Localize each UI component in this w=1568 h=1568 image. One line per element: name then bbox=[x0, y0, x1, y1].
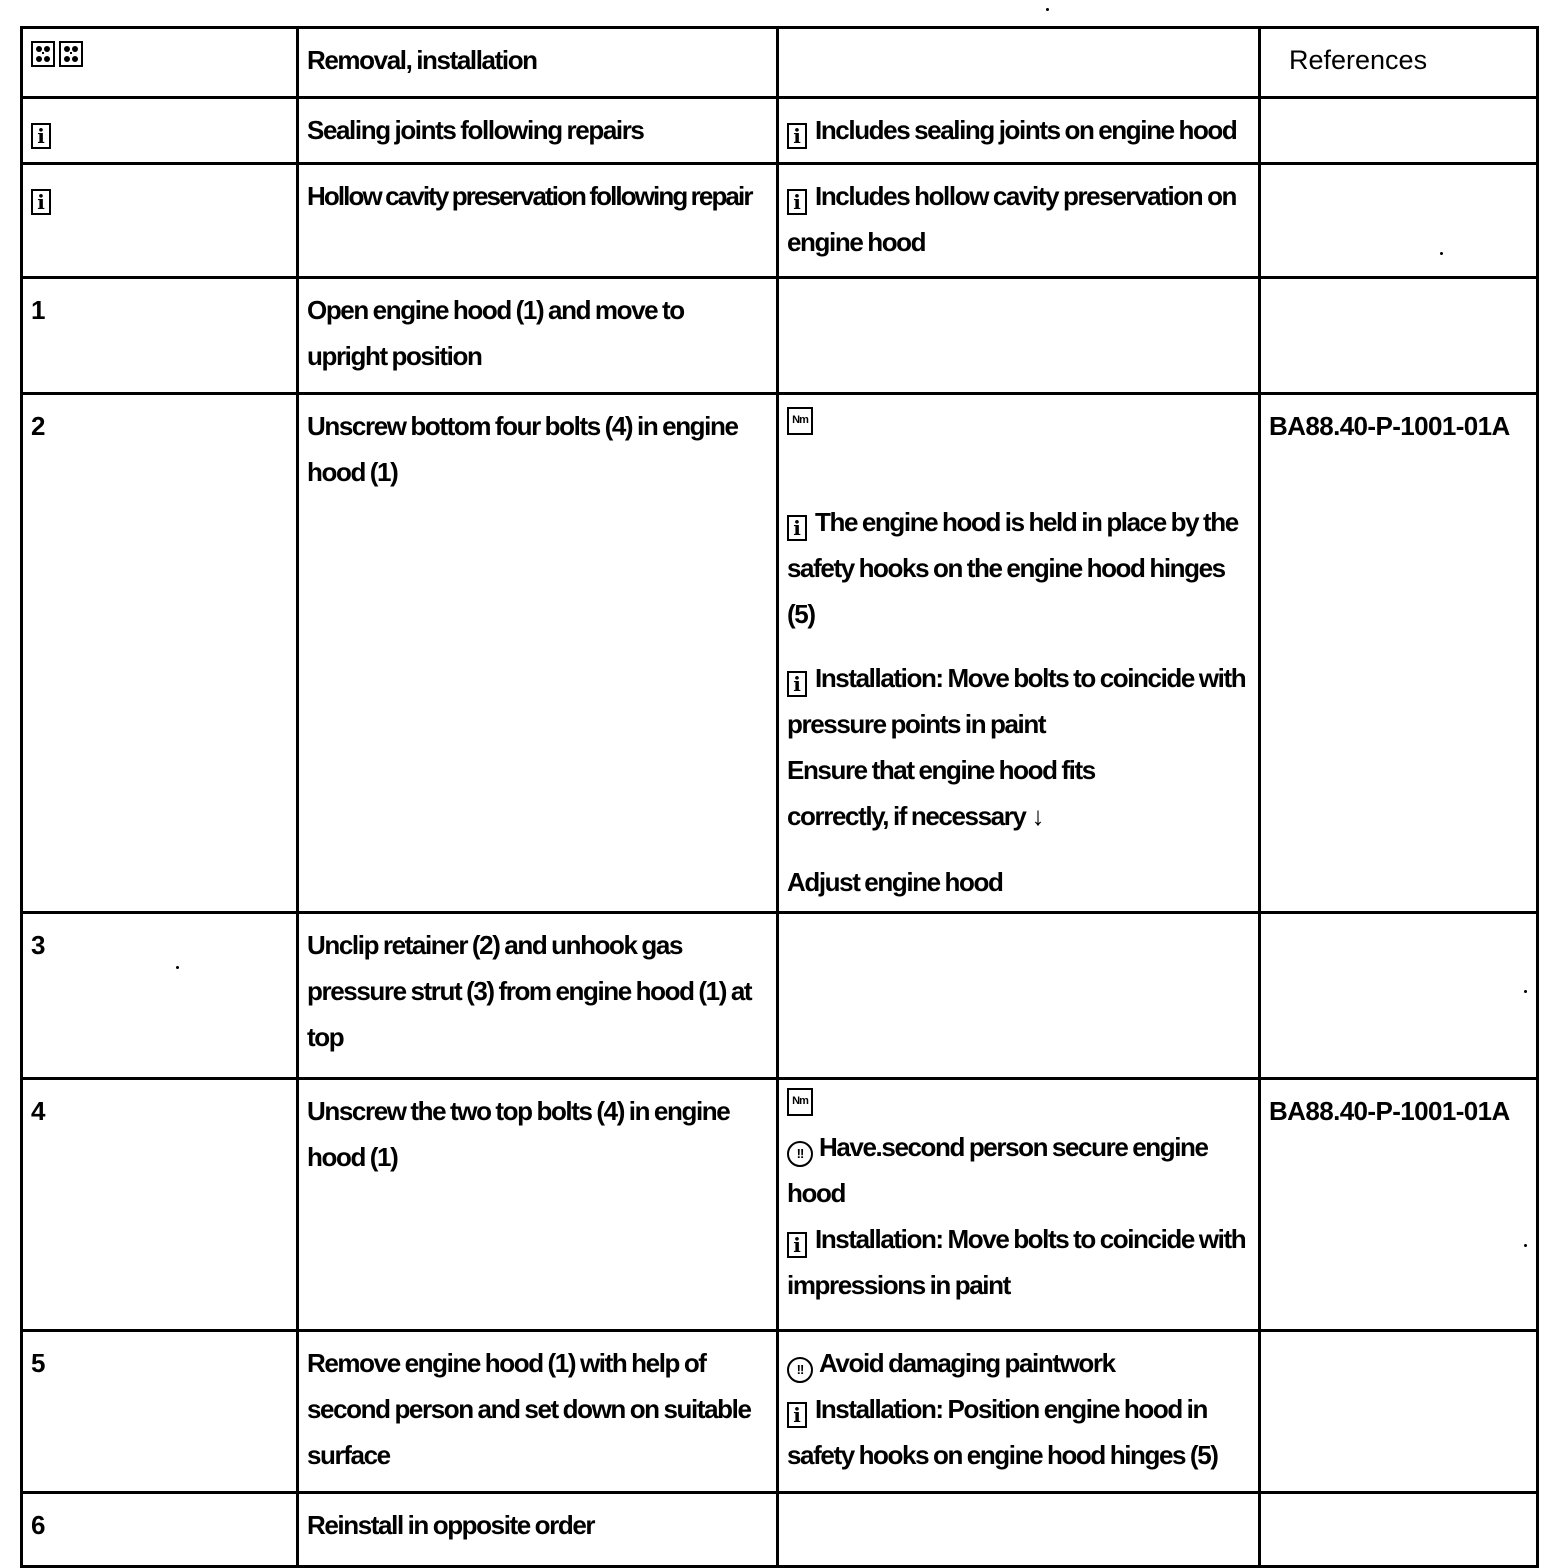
note-paragraph bbox=[787, 1386, 1250, 1478]
scan-speck bbox=[1046, 8, 1049, 11]
table-row bbox=[22, 1079, 1538, 1331]
note-paragraph bbox=[787, 655, 1250, 747]
action-cell: Unscrew the two top bolts (4) in engine hood (1) bbox=[298, 1079, 778, 1331]
action-cell: Reinstall in opposite order bbox=[298, 1493, 778, 1567]
notes-cell bbox=[778, 913, 1260, 1079]
info-icon: i bbox=[787, 515, 807, 541]
note-text: Avoid damaging paintwork bbox=[819, 1348, 1115, 1378]
note-text: Includes sealing joints on engine hood bbox=[815, 115, 1237, 145]
table-header-row bbox=[22, 28, 1538, 98]
info-icon: i bbox=[31, 189, 51, 215]
warning-icon: !! bbox=[787, 1141, 813, 1167]
scan-speck bbox=[1440, 252, 1443, 255]
info-icon: i bbox=[787, 123, 807, 149]
header-references-cell bbox=[1260, 28, 1538, 98]
procedure-table bbox=[20, 26, 1539, 1568]
action-cell: Remove engine hood (1) with help of second person and set down on suitable surface bbox=[298, 1331, 778, 1493]
info-icon: i bbox=[31, 123, 51, 149]
header-removal-installation: Removal, installation bbox=[298, 28, 778, 98]
notes-cell bbox=[778, 164, 1260, 278]
step-number: 1 bbox=[22, 278, 298, 394]
notes-cell bbox=[778, 394, 1260, 913]
reference-cell bbox=[1260, 913, 1538, 1079]
tool-box-icon bbox=[31, 41, 55, 67]
table-row bbox=[22, 278, 1538, 394]
table-row bbox=[22, 98, 1538, 164]
step-number: 2 bbox=[22, 394, 298, 913]
reference-cell: BA88.40-P-1001-01A bbox=[1260, 394, 1538, 913]
reference-cell bbox=[1260, 98, 1538, 164]
scan-speck bbox=[176, 966, 179, 969]
table-row bbox=[22, 394, 1538, 913]
note-text: Includes hollow cavity preservation on engine hood bbox=[787, 181, 1237, 257]
note-text: Ensure that engine hood fits correctly, if necessary bbox=[787, 755, 1095, 831]
note-text: Installation: Move bolts to coincide with pressure points in paint bbox=[787, 663, 1246, 739]
special-tools-icon bbox=[31, 41, 87, 87]
note-paragraph bbox=[787, 747, 1187, 839]
note-paragraph bbox=[787, 859, 1250, 905]
info-icon: i bbox=[787, 189, 807, 215]
action-cell: Unclip retainer (2) and unhook gas pressure strut (3) from engine hood (1) at top bbox=[298, 913, 778, 1079]
header-references: References bbox=[1289, 45, 1428, 75]
note-text: Installation: Position engine hood in safety hooks on engine hood hinges (5) bbox=[787, 1394, 1218, 1470]
header-tool-cell bbox=[22, 28, 298, 98]
step-cell bbox=[22, 164, 298, 278]
table-row bbox=[22, 164, 1538, 278]
note-paragraph bbox=[787, 1124, 1250, 1216]
note-text: Installation: Move bolts to coincide with impressions in paint bbox=[787, 1224, 1246, 1300]
action-cell: Unscrew bottom four bolts (4) in engine hood (1) bbox=[298, 394, 778, 913]
info-icon: i bbox=[787, 1402, 807, 1428]
torque-note bbox=[787, 1088, 1250, 1124]
note-paragraph bbox=[787, 1216, 1250, 1308]
step-number: 6 bbox=[22, 1493, 298, 1567]
step-number: 5 bbox=[22, 1331, 298, 1493]
notes-cell bbox=[778, 98, 1260, 164]
arrow-down-icon: ↓ bbox=[1031, 801, 1044, 831]
action-cell: Sealing joints following repairs bbox=[298, 98, 778, 164]
action-cell: Open engine hood (1) and move to upright position bbox=[298, 278, 778, 394]
reference-cell bbox=[1260, 1493, 1538, 1567]
scan-speck bbox=[1524, 1244, 1527, 1247]
tool-box-icon bbox=[59, 41, 83, 67]
torque-nm-icon: Nm bbox=[787, 1088, 813, 1116]
procedure-sheet bbox=[20, 26, 1539, 1568]
spacer bbox=[787, 449, 1250, 499]
note-text: Have.second person secure engine hood bbox=[787, 1132, 1208, 1208]
notes-cell bbox=[778, 278, 1260, 394]
info-icon: i bbox=[787, 1232, 807, 1258]
spacer bbox=[787, 839, 1250, 859]
notes-cell bbox=[778, 1493, 1260, 1567]
table-row bbox=[22, 1493, 1538, 1567]
step-number: 3 bbox=[22, 913, 298, 1079]
note-paragraph bbox=[787, 499, 1250, 637]
action-cell: Hollow cavity preservation following repair bbox=[298, 164, 778, 278]
torque-note bbox=[787, 403, 1250, 449]
spacer bbox=[787, 637, 1250, 655]
table-row bbox=[22, 1331, 1538, 1493]
note-text: Adjust engine hood bbox=[787, 867, 1003, 897]
scan-speck bbox=[1524, 990, 1527, 993]
note-paragraph bbox=[787, 1340, 1250, 1386]
header-notes bbox=[778, 28, 1260, 98]
notes-cell bbox=[778, 1331, 1260, 1493]
warning-icon: !! bbox=[787, 1357, 813, 1383]
reference-cell bbox=[1260, 278, 1538, 394]
note-text: The engine hood is held in place by the safety hooks on the engine hood hinges (5) bbox=[787, 507, 1238, 629]
reference-cell: BA88.40-P-1001-01A bbox=[1260, 1079, 1538, 1331]
reference-cell bbox=[1260, 164, 1538, 278]
step-number: 4 bbox=[22, 1079, 298, 1331]
step-cell bbox=[22, 98, 298, 164]
notes-cell bbox=[778, 1079, 1260, 1331]
torque-nm-icon: Nm bbox=[787, 407, 813, 435]
info-icon: i bbox=[787, 671, 807, 697]
reference-cell bbox=[1260, 1331, 1538, 1493]
table-row bbox=[22, 913, 1538, 1079]
